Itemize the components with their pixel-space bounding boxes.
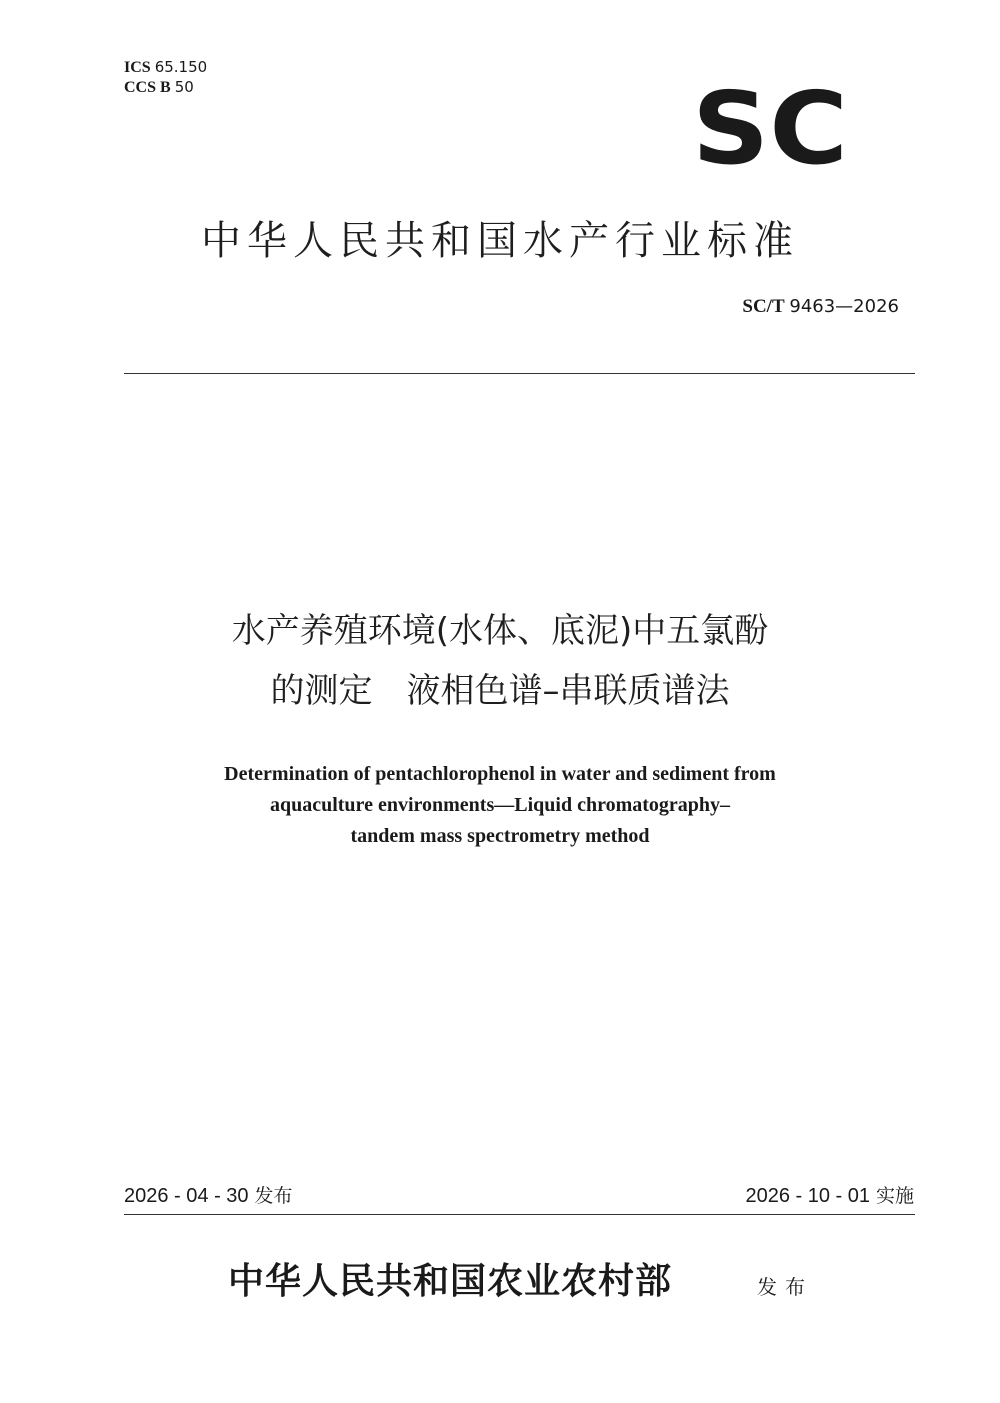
ics-classification — [124, 57, 207, 78]
publisher-name: 中华人民共和国农业农村部 — [228, 1261, 673, 1301]
ics-label: ICS — [124, 59, 151, 76]
implementation-date — [745, 1183, 914, 1209]
chinese-title-line-2: 的测定 液相色谱–串联质谱法 — [270, 671, 730, 711]
standard-number — [742, 295, 899, 319]
english-title-line-3: tandem mass spectrometry method — [350, 825, 650, 847]
publisher-suffix: 发布 — [757, 1275, 813, 1299]
standard-number-prefix: SC/T — [742, 296, 785, 317]
english-title-line-1: Determination of pentachlorophenol in water and sediment from — [224, 763, 776, 785]
english-title — [0, 759, 1000, 852]
english-title-line-2: aquaculture environments—Liquid chromatography– — [269, 794, 731, 816]
implementation-date-value: 2026 - 10 - 01 — [745, 1185, 870, 1207]
top-divider — [124, 373, 915, 374]
ccs-classification — [124, 77, 194, 98]
sc-logo-text: SC — [692, 87, 848, 165]
issue-date — [124, 1183, 293, 1209]
implementation-date-label: 实施 — [875, 1185, 914, 1207]
ccs-value: 50 — [174, 78, 194, 96]
sc-logo — [692, 87, 848, 165]
standard-number-value: 9463—2026 — [789, 296, 899, 317]
issue-date-value: 2026 - 04 - 30 — [124, 1185, 249, 1207]
standard-category-title: 中华人民共和国水产行业标准 — [201, 218, 799, 264]
chinese-title-line-1: 水产养殖环境(水体、底泥)中五氯酚 — [231, 611, 769, 651]
ccs-label: CCS B — [124, 79, 171, 96]
ics-value: 65.150 — [154, 58, 208, 76]
bottom-divider — [124, 1214, 915, 1215]
issue-date-label: 发布 — [254, 1185, 293, 1207]
